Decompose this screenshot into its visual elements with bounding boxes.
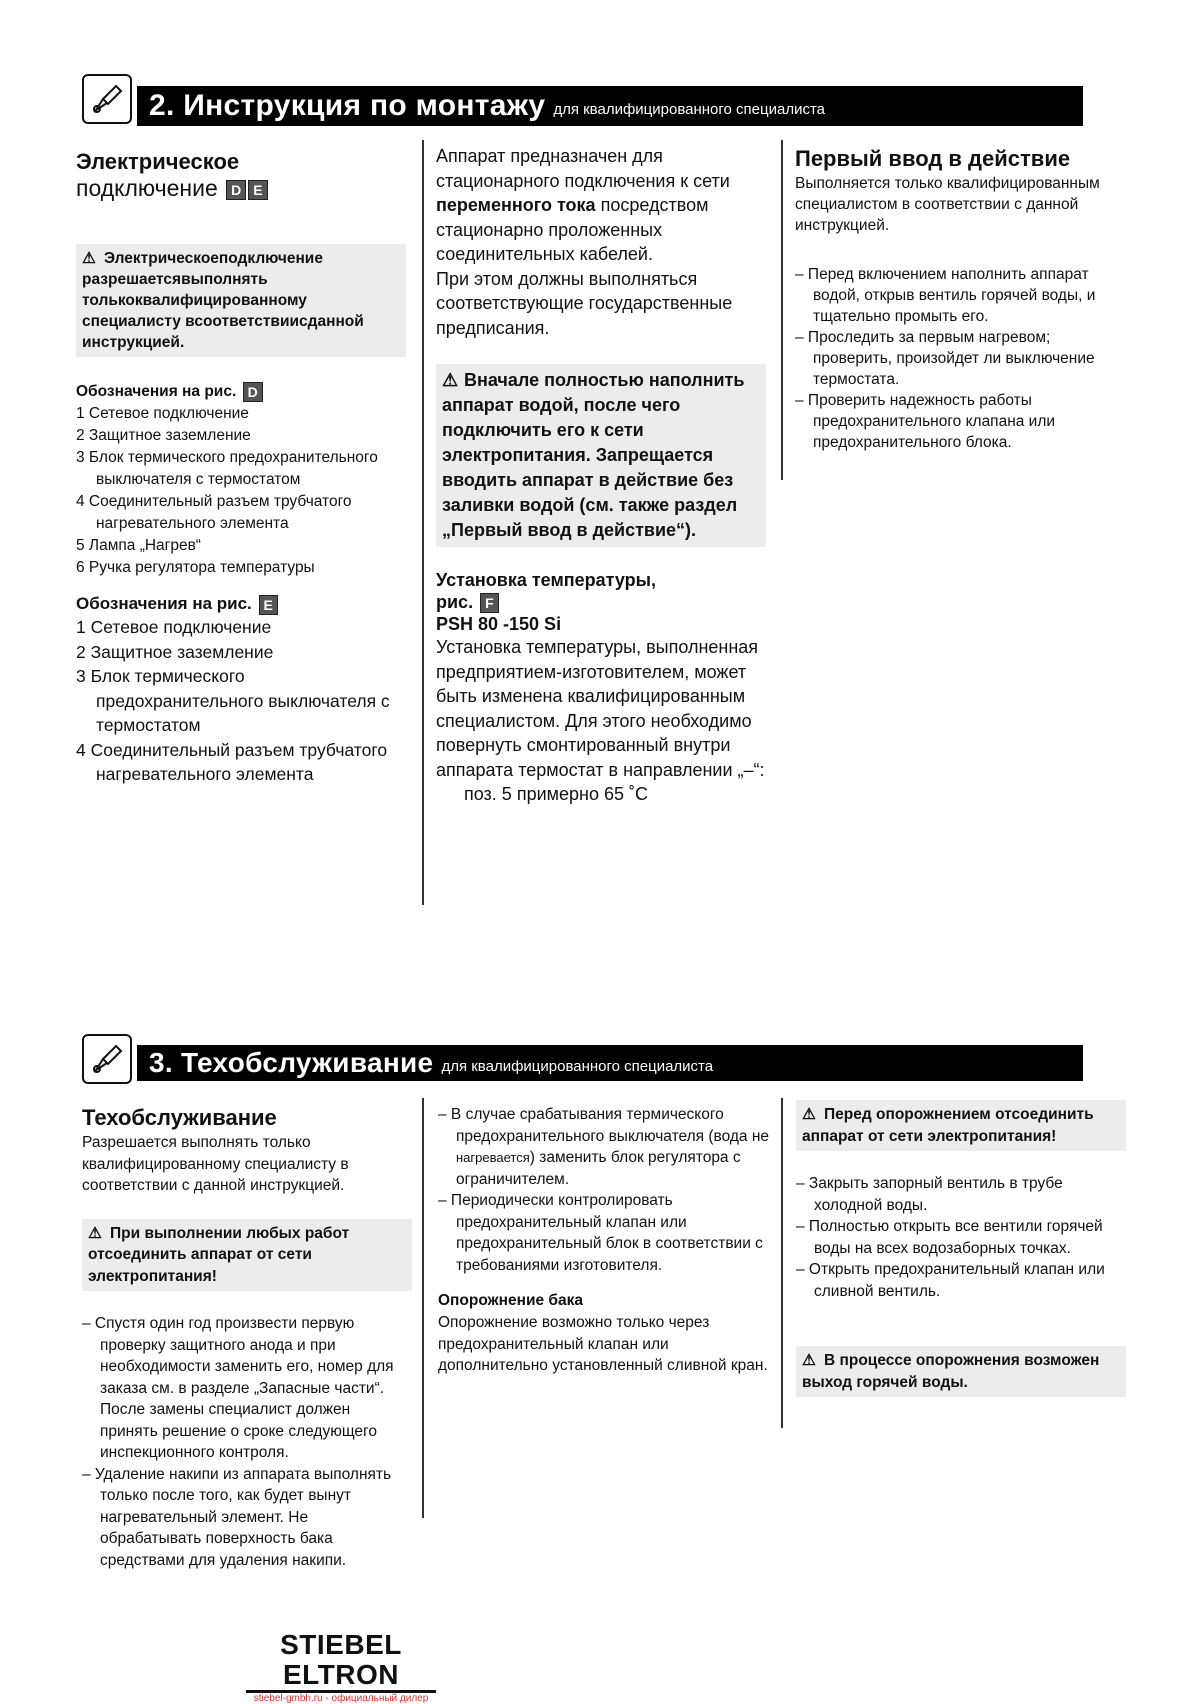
model-label: PSH 80 -150 Si (436, 614, 562, 635)
dealer-text: stiebel-gmbh.ru - официальный дилер (253, 1693, 429, 1704)
legend-d-badge: D (243, 382, 263, 402)
s3-column-1 (82, 1104, 412, 1571)
maintenance-list (82, 1313, 412, 1571)
list-item: – Закрыть запорный вентиль в трубе холодной воды. (796, 1175, 1063, 1214)
list-item: – В случае срабатывания термического предохранительного выключателя (вода не нагревается) заменить блок регулятора с ограничителем. (438, 1106, 770, 1188)
list-item: – Периодически контролировать предохранительный клапан или предохранительный блок в соответствии с требованиями изготовителя. (438, 1192, 763, 1274)
s2-column-2 (436, 144, 766, 807)
list-item: 4 Соединительный разъем трубчатого нагревательного элемента (76, 493, 352, 532)
list-item: 5 Лампа „Нагрев“ (76, 537, 201, 554)
badge-d: D (226, 180, 246, 200)
hot-water-warning: ⚠ В процессе опорожнения возможен выход горячей воды. (796, 1346, 1126, 1397)
list-item: 6 Ручка регулятора температуры (76, 559, 315, 576)
drain-heading: Опорожнение бака (438, 1292, 583, 1309)
first-start-heading: Первый ввод в действие (795, 146, 1071, 171)
screwdriver-icon (82, 74, 132, 124)
electrical-heading: Электрическое (76, 149, 240, 174)
legend-d-list (76, 403, 406, 579)
temperature-heading: Установка температуры, (436, 570, 657, 590)
section-3-header (137, 1045, 1083, 1081)
column-divider (781, 140, 783, 480)
s2-column-1 (76, 148, 406, 787)
list-item: 1 Сетевое подключение (76, 405, 249, 422)
section-2-subtitle: для квалифицированного специалиста (553, 100, 825, 118)
list-item: – Удаление накипи из аппарата выполнять только после того, как будет вынут нагревательный элемент. Не обрабатывать поверхность бака средствами для удаления накипи. (82, 1465, 392, 1569)
first-start-list (795, 264, 1125, 453)
s3-column-3 (796, 1100, 1126, 1397)
logo-text: STIEBEL ELTRON (246, 1630, 436, 1693)
maintenance-intro: Разрешается выполнять только квалифицированному специалисту в соответствии с данной инструкцией. (82, 1134, 349, 1194)
legend-e-list (76, 615, 406, 787)
badge-e: E (248, 180, 267, 200)
drain-warning: ⚠ Перед опорожнением отсоединить аппарат от сети электропитания! (796, 1100, 1126, 1151)
column-divider (781, 1098, 783, 1428)
ac-current-text: переменного тока (436, 195, 596, 215)
list-item: – Открыть предохранительный клапан или сливной вентиль. (796, 1261, 1105, 1300)
electrical-heading-line2: подключение (76, 175, 218, 201)
column-divider (422, 140, 424, 905)
screwdriver-icon (82, 1034, 132, 1084)
s2-column-3 (795, 145, 1125, 453)
section-2-header (137, 86, 1083, 126)
legend-e-title: Обозначения на рис. E (76, 593, 406, 615)
drain-steps-list (796, 1173, 1126, 1302)
temperature-text: Установка температуры, выполненная предприятием-изготовителем, может быть изменена квалифицированным специалистом. Для этого необходимо повернуть смонтированный внутри аппарата термостат в направлении „–“: (436, 637, 765, 780)
maintenance-warning: ⚠ При выполнении любых работ отсоединить аппарат от сети электропитания! (82, 1219, 412, 1292)
badge-f: F (480, 593, 499, 613)
fill-water-warning: ⚠ Вначале полностью наполнить аппарат водой, после чего подключить его к сети электропитания. Запрещается вводить аппарат в действие без заливки водой (см. также раздел „Первый ввод в действие“). (436, 364, 766, 547)
warning-icon: ⚠ (802, 1106, 816, 1123)
temperature-fig-label: рис. (436, 592, 474, 612)
regulations-paragraph: При этом должны выполняться соответствующие государственные предписания. (436, 268, 733, 338)
warning-icon: ⚠ (88, 1224, 102, 1242)
electrical-warning: ⚠ Электрическоеподключение разрешаетсявыполнять толькоквалифицированному специалисту всоответствиисданной инструкцией. (76, 244, 406, 357)
list-item: – Проверить надежность работы предохранительного клапана или предохранительного блока. (795, 392, 1056, 451)
list-item: – Перед включением наполнить аппарат водой, открыв вентиль горячей воды, и тщательно промыть его. (795, 266, 1096, 325)
section-3-subtitle: для квалифицированного специалиста (441, 1057, 714, 1075)
s3-column-2 (438, 1104, 773, 1377)
section-2-title: 2. Инструкция по монтажу (149, 89, 546, 122)
warning-icon: ⚠ (802, 1352, 816, 1369)
legend-d-title: Обозначения на рис. D (76, 381, 406, 403)
list-item: – Проследить за первым нагревом; проверить, произойдет ли выключение термостата. (795, 329, 1095, 388)
list-item: 2 Защитное заземление (76, 641, 274, 662)
section-3-title: 3. Техобслуживание (149, 1047, 434, 1078)
maintenance-heading: Техобслуживание (82, 1105, 277, 1130)
drain-text: Опорожнение возможно только через предохранительный клапан или дополнительно установленный сливной кран. (438, 1314, 768, 1374)
list-item: 4 Соединительный разъем трубчатого нагревательного элемента (76, 739, 388, 784)
list-item: 1 Сетевое подключение (76, 617, 272, 637)
list-item: – Полностью открыть все вентили горячей воды на всех водозаборных точках. (796, 1218, 1103, 1257)
list-item: – Спустя один год произвести первую проверку защитного анода и при необходимости заменить его, номер для заказа см. в разделе „Запасные части“. После замены специалист должен принять решение о сроке следующего инспекционного контроля. (82, 1315, 394, 1461)
connection-paragraph: Аппарат предназначен для стационарного подключения к сети переменного тока посредством стационарно проложенных соединительных кабелей. (436, 146, 730, 264)
legend-e-badge: E (259, 595, 278, 615)
warning-icon: ⚠ (82, 250, 96, 267)
small-text: нагревается (456, 1150, 530, 1165)
maintenance-list-2 (438, 1104, 773, 1276)
list-item: 3 Блок термического предохранительного выключателя с термостатом (76, 449, 378, 488)
column-divider (422, 1098, 424, 1518)
list-item: 3 Блок термического предохранительного выключателя с термостатом (76, 666, 390, 735)
warning-icon: ⚠ (442, 370, 459, 390)
first-start-intro: Выполняется только квалифицированным специалистом в соответствии с данной инструкцией. (795, 175, 1100, 234)
list-item: 2 Защитное заземление (76, 427, 251, 444)
brand-logo (246, 1630, 436, 1704)
temperature-position: поз. 5 примерно 65 ˚C (464, 784, 648, 805)
